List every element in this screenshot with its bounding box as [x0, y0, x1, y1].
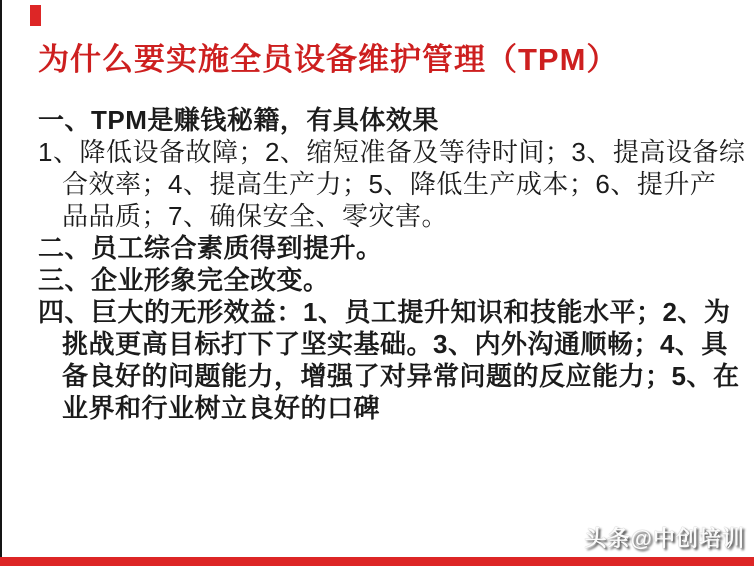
watermark-text: 头条@中创培训	[584, 526, 745, 551]
body-line: 1、降低设备故障；2、缩短准备及等待时间；3、提高设备综	[38, 137, 746, 167]
body-line: 一、TPM是赚钱秘籍，有具体效果	[38, 105, 439, 135]
body-line: 业界和行业树立良好的口碑	[62, 393, 381, 423]
page-title: 为什么要实施全员设备维护管理（TPM）	[38, 42, 619, 77]
body-line: 品品质；7、确保安全、零灾害。	[62, 201, 448, 231]
body-line: 合效率；4、提高生产力；5、降低生产成本；6、提升产	[62, 169, 717, 199]
slide-left-border-line	[0, 0, 2, 560]
top-left-red-tick	[30, 5, 41, 26]
body-line: 三、企业形象完全改变。	[38, 265, 330, 295]
bottom-red-bar	[0, 557, 754, 566]
body-line: 备良好的问题能力，增强了对异常问题的反应能力；5、在	[62, 361, 740, 391]
slide-body-text	[38, 104, 746, 424]
body-line: 挑战更高目标打下了坚实基础。3、内外沟通顺畅；4、具	[62, 329, 728, 359]
body-line: 四、巨大的无形效益：1、员工提升知识和技能水平；2、为	[38, 297, 731, 327]
body-line: 二、员工综合素质得到提升。	[38, 233, 383, 263]
